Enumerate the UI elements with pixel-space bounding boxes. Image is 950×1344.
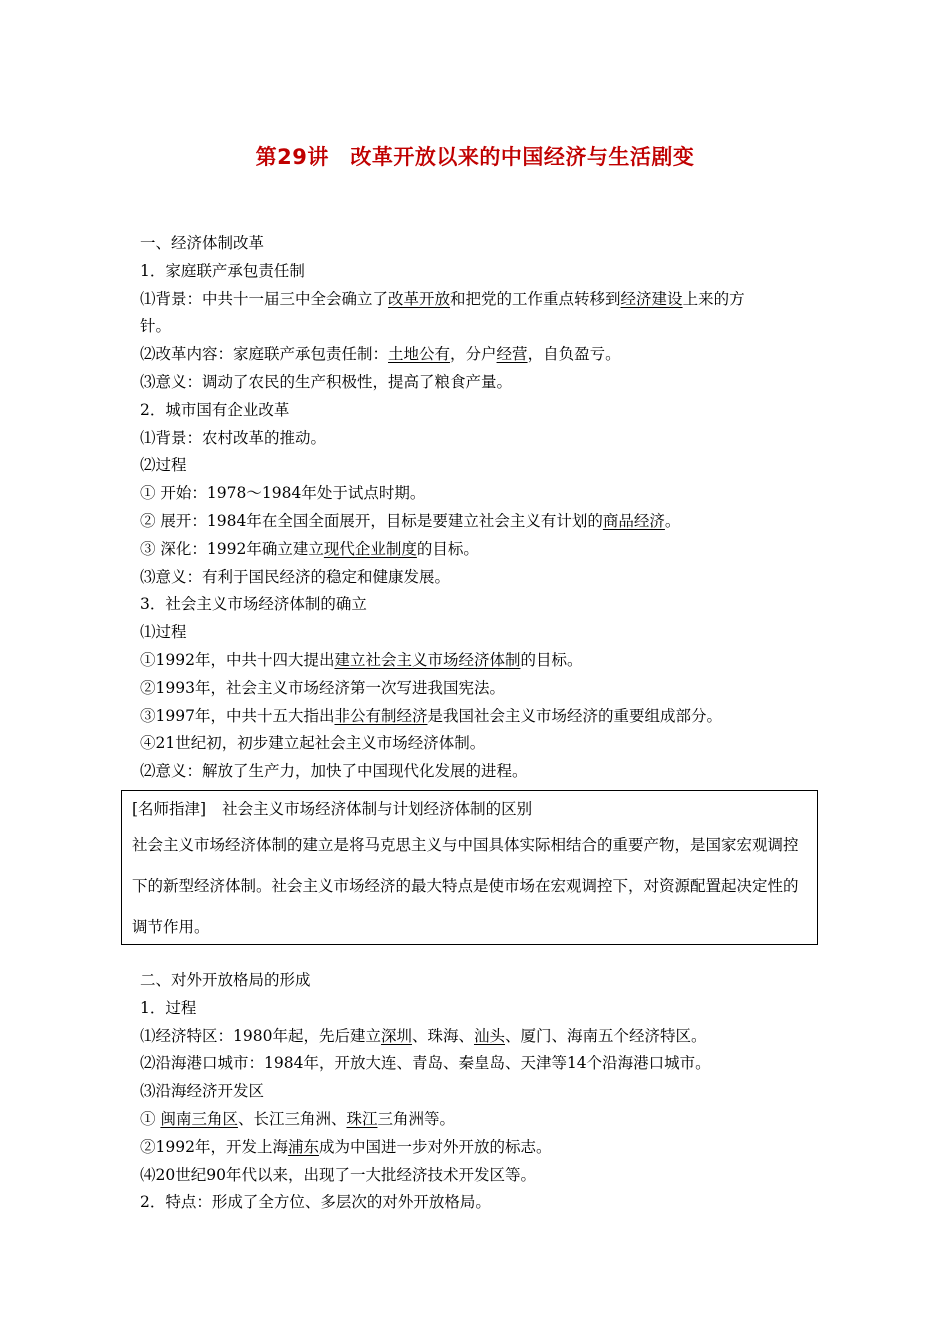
text-line [140,619,830,647]
text-run: 2．城市国有企业改革 [140,400,290,419]
teacher-tip-box [121,790,818,945]
text-line [140,452,830,480]
text-line [140,341,830,369]
text-line [140,480,830,508]
text-line [140,536,830,564]
text-line [140,675,830,703]
text-run: ③ 深化：1992年确立建立 [140,539,324,558]
text-line [140,1134,830,1162]
text-run: ⑶意义：调动了农民的生产积极性，提高了粮食产量。 [140,372,513,391]
teacher-tip-heading [132,797,532,821]
text-run: 、厦门、海南五个经济特区。 [505,1026,707,1045]
text-line [140,1106,830,1134]
text-run: ，分户 [450,345,497,364]
text-run: 成为中国进一步对外开放的标志。 [318,1137,552,1156]
text-run: ⑵改革内容：家庭联产承包责任制： [140,345,389,364]
text-run: 、珠海、 [411,1026,474,1045]
text-line [140,258,830,286]
text-line [140,1162,830,1190]
page-title: 第29讲 改革开放以来的中国经济与生活剧变 [255,145,695,169]
text-run: ⑵沿海港口城市：1984年，开放大连、青岛、秦皇岛、天津等14个沿海港口城市。 [140,1054,711,1073]
text-line [140,1023,830,1051]
text-run: 上来的方 [682,289,745,308]
text-run: ⑶沿海经济开发区 [140,1082,265,1101]
text-line [140,230,830,258]
text-line [140,369,830,397]
text-run: 一、经济体制改革 [140,234,265,252]
text-run: ②1993年，社会主义市场经济第一次写进我国宪法。 [140,678,505,697]
text-run: 2．特点：形成了全方位、多层次的对外开放格局。 [140,1193,491,1212]
key-term: 闽南三角区 [160,1109,238,1128]
text-run: ⑵过程 [140,456,187,475]
key-term: 非公有制经济 [334,706,428,725]
text-line [140,703,830,731]
teacher-tip-body: 社会主义市场经济体制的建立是将马克思主义与中国具体实际相结合的重要产物，是国家宏观调控下的新型经济体制。社会主义市场经济的最大特点是使市场在宏观调控下，对资源配置起决定性的调节作用。 [132,836,799,936]
text-run: ①1992年，中共十四大提出 [140,650,335,669]
text-line [140,995,830,1023]
text-run: 二、对外开放格局的形成 [140,971,311,989]
key-term: 经营 [496,345,528,364]
text-run: ④21世纪初，初步建立起社会主义市场经济体制。 [140,734,486,753]
text-line [140,591,830,619]
key-term: 建立社会主义市场经济体制 [334,650,521,669]
text-line [140,508,830,536]
key-term: 深圳 [380,1026,412,1045]
text-line [140,1189,830,1217]
text-run: ②1992年，开发上海 [140,1137,288,1156]
key-term: 商品经济 [602,511,665,530]
key-term: 经济建设 [620,289,683,308]
text-run: 1．过程 [140,998,197,1017]
text-run: ⑴经济特区：1980年起，先后建立 [140,1026,381,1045]
text-line [140,564,830,592]
text-line [140,286,830,314]
text-run: ⑵意义：解放了生产力，加快了中国现代化发展的进程。 [140,762,528,781]
text-line [140,425,830,453]
text-run: 的目标。 [416,539,479,558]
key-term: 汕头 [473,1026,505,1045]
text-run: 是我国社会主义市场经济的重要组成部分。 [427,706,722,725]
key-term: 珠江 [346,1109,378,1128]
text-run: ② 展开：1984年在全国全面展开，目标是要建立社会主义有计划的 [140,511,603,530]
text-run: 3．社会主义市场经济体制的确立 [140,595,367,614]
text-line [140,397,830,425]
text-run: 、长江三角洲、 [237,1109,347,1128]
text-run: ① [140,1109,161,1128]
text-line [140,758,830,786]
text-run: ⑴过程 [140,623,187,642]
key-term: 土地公有 [388,345,451,364]
text-run: 1．家庭联产承包责任制 [140,261,305,280]
text-run: ，自负盈亏。 [527,345,621,364]
text-run: 。 [664,511,681,530]
text-run: ⑴背景：中共十一届三中全会确立了 [140,289,389,308]
teacher-tip-tag: [名师指津] [132,800,207,818]
text-run: ① 开始：1978～1984年处于试点时期。 [140,484,426,503]
text-run: ③1997年，中共十五大指出 [140,706,335,725]
text-line [140,313,830,341]
section-opening-up [140,967,830,1217]
text-line [140,730,830,758]
teacher-tip-title: 社会主义市场经济体制与计划经济体制的区别 [222,800,533,818]
text-run: 针。 [140,317,172,336]
text-line [140,1078,830,1106]
key-term: 改革开放 [388,289,451,308]
text-run: 三角洲等。 [377,1109,455,1128]
key-term: 浦东 [287,1137,319,1156]
text-line [140,967,830,995]
text-line [140,647,830,675]
key-term: 现代企业制度 [323,539,417,558]
text-run: ⑷20世纪90年代以来，出现了一大批经济技术开发区等。 [140,1165,536,1184]
text-run: 和把党的工作重点转移到 [450,289,621,308]
text-run: ⑴背景：农村改革的推动。 [140,428,327,447]
text-run: ⑶意义：有利于国民经济的稳定和健康发展。 [140,567,451,586]
text-line [140,1050,830,1078]
text-run: 的目标。 [520,650,583,669]
section-economic-reform [140,230,830,786]
